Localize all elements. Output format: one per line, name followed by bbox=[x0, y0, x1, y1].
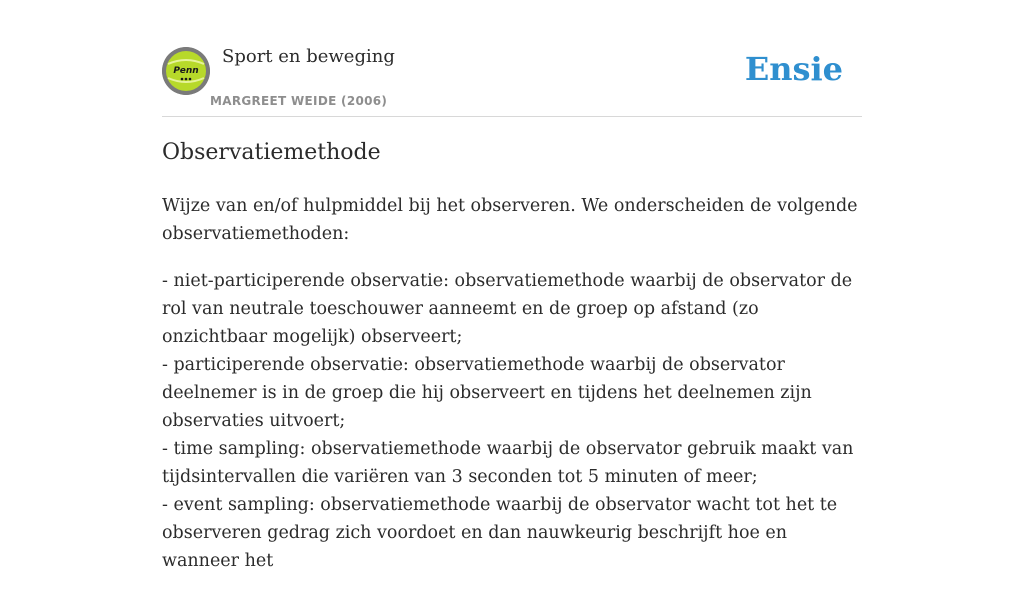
avatar-logo-text: Penn bbox=[173, 66, 199, 76]
page-title: Observatiemethode bbox=[162, 140, 381, 165]
method-list bbox=[162, 267, 862, 575]
list-item: - time sampling: observatiemethode waarbij de observator gebruik maakt van tijdsintervallen die variëren van 3 seconden tot 5 minuten of meer; bbox=[162, 439, 854, 487]
author-byline: MARGREET WEIDE (2006) bbox=[210, 94, 388, 108]
list-item: - niet-participerende observatie: observatiemethode waarbij de observator de rol van neutrale toeschouwer aanneemt en de groep op afstand (zo onzichtbaar mogelijk) observeert; bbox=[162, 271, 853, 347]
avatar[interactable] bbox=[162, 47, 210, 95]
intro-paragraph: Wijze van en/of hulpmiddel bij het observeren. We onderscheiden de volgende observatiemethoden: bbox=[162, 196, 858, 244]
page bbox=[162, 0, 862, 571]
header bbox=[162, 0, 862, 117]
list-item: - event sampling: observatiemethode waarbij de observator wacht tot het te observeren gedrag zich voordoet en dan nauwkeurig beschrijft hoe en wanneer het bbox=[162, 495, 838, 571]
brand-logo[interactable]: Ensie bbox=[744, 50, 843, 88]
article-body bbox=[162, 192, 862, 594]
list-item: - participerende observatie: observatiemethode waarbij de observator deelnemer is in de groep die hij observeert en tijdens het deelnemen zijn observaties uitvoert; bbox=[162, 355, 812, 431]
category-link[interactable]: Sport en beweging bbox=[222, 46, 395, 67]
